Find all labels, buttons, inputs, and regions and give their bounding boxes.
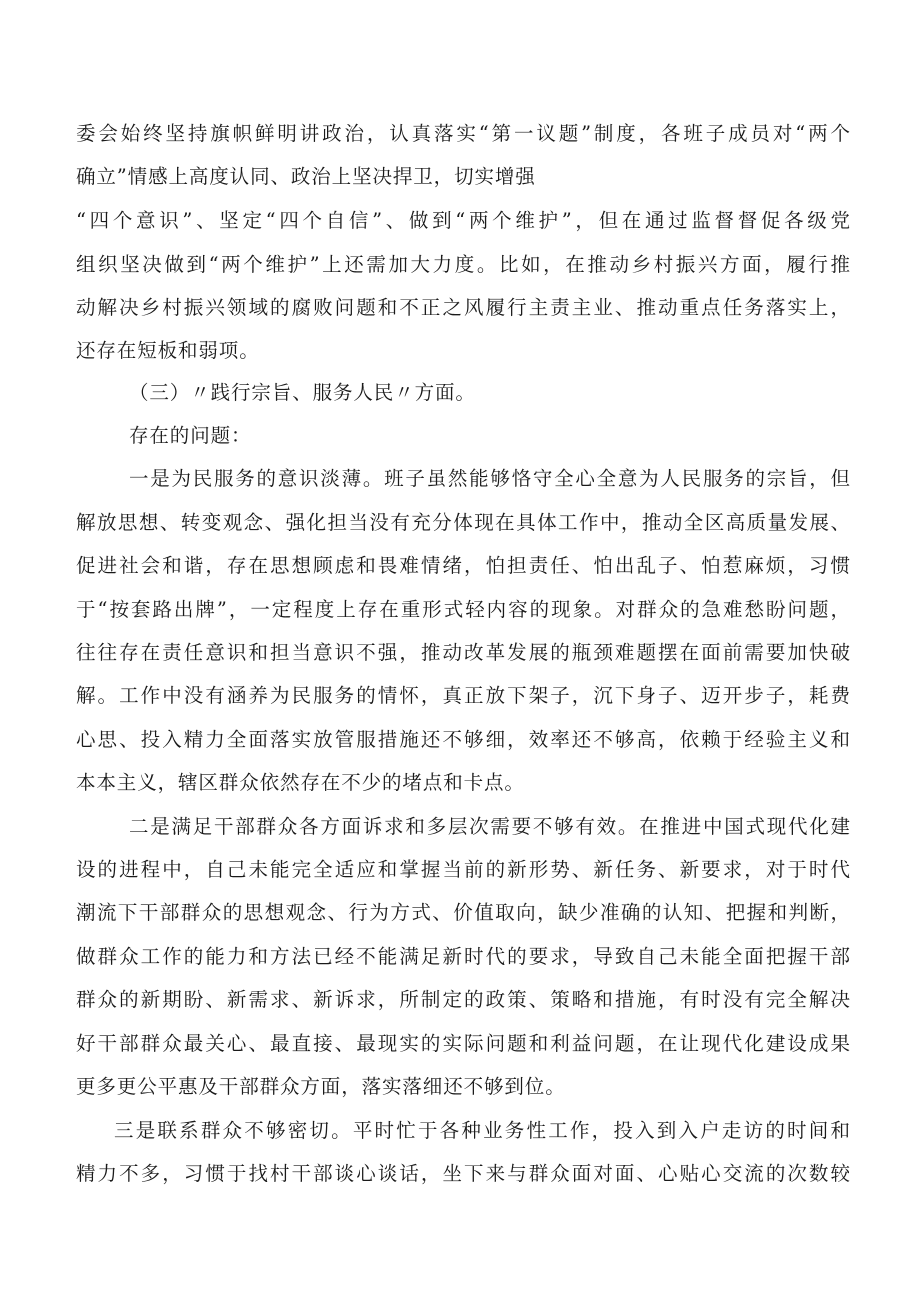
text-line: 委会始终坚持旗帜鲜明讲政治，认真落实“第一议题”制度，各班子成员对“两个: [76, 122, 850, 145]
text-line: 三是联系群众不够密切。平时忙于各种业务性工作，投入到入户走访的时间和: [114, 1119, 850, 1142]
text-line: 设的进程中，自己未能完全适应和掌握当前的新形势、新任务、新要求，对于时代: [76, 858, 850, 881]
text-line: 心思、投入精力全面落实放管服措施还不够细，效率还不够高，依赖于经验主义和: [76, 728, 850, 751]
text-line: 确立”情感上高度认同、政治上坚决捍卫，切实增强: [76, 165, 536, 188]
text-line: 好干部群众最关心、最直接、最现实的实际问题和利益问题，在让现代化建设成果: [76, 1032, 850, 1055]
text-line: 于“按套路出牌”，一定程度上存在重形式轻内容的现象。对群众的急难愁盼问题，: [76, 598, 850, 621]
text-line: 一是为民服务的意识淡薄。班子虽然能够恪守全心全意为人民服务的宗旨，但: [129, 467, 850, 490]
text-line: 还存在短板和弱项。: [76, 339, 260, 362]
text-line: 组织坚决做到“两个维护”上还需加大力度。比如，在推动乡村振兴方面，履行推: [76, 253, 850, 276]
text-line: 更多更公平惠及干部群众方面，落实落细还不够到位。: [76, 1075, 566, 1098]
text-line: 动解决乡村振兴领域的腐败问题和不正之风履行主责主业、推动重点任务落实上，: [76, 296, 850, 319]
section-heading: （三）〃践行宗旨、服务人民〃方面。: [129, 381, 476, 404]
text-line: “四个意识”、坚定“四个自信”、做到“两个维护”，但在通过监督督促各级党: [76, 209, 850, 232]
text-line: 促进社会和谐，存在思想顾虑和畏难情绪，怕担责任、怕出乱子、怕惹麻烦，习惯: [76, 554, 850, 577]
text-line: 潮流下干部群众的思想观念、行为方式、价值取向，缺少准确的认知、把握和判断，: [76, 901, 850, 924]
text-line: 解放思想、转变观念、强化担当没有充分体现在具体工作中，推动全区高质量发展、: [76, 511, 850, 534]
text-line: 做群众工作的能力和方法已经不能满足新时代的要求，导致自己未能全面把握干部: [76, 945, 850, 968]
subheading-problems: 存在的问题：: [129, 424, 252, 447]
text-line: 群众的新期盼、新需求、新诉求，所制定的政策、策略和措施，有时没有完全解决: [76, 988, 850, 1011]
text-line: 往往存在责任意识和担当意识不强，推动改革发展的瓶颈难题摆在面前需要加快破: [76, 641, 850, 664]
text-line: 解。工作中没有涵养为民服务的情怀，真正放下架子，沉下身子、迈开步子，耗费: [76, 684, 850, 707]
text-line: 二是满足干部群众各方面诉求和多层次需要不够有效。在推进中国式现代化建: [129, 815, 850, 838]
text-line: 精力不多，习惯于找村干部谈心谈话，坐下来与群众面对面、心贴心交流的次数较: [76, 1162, 850, 1185]
text-line: 本本主义，辖区群众依然存在不少的堵点和卡点。: [76, 771, 525, 794]
